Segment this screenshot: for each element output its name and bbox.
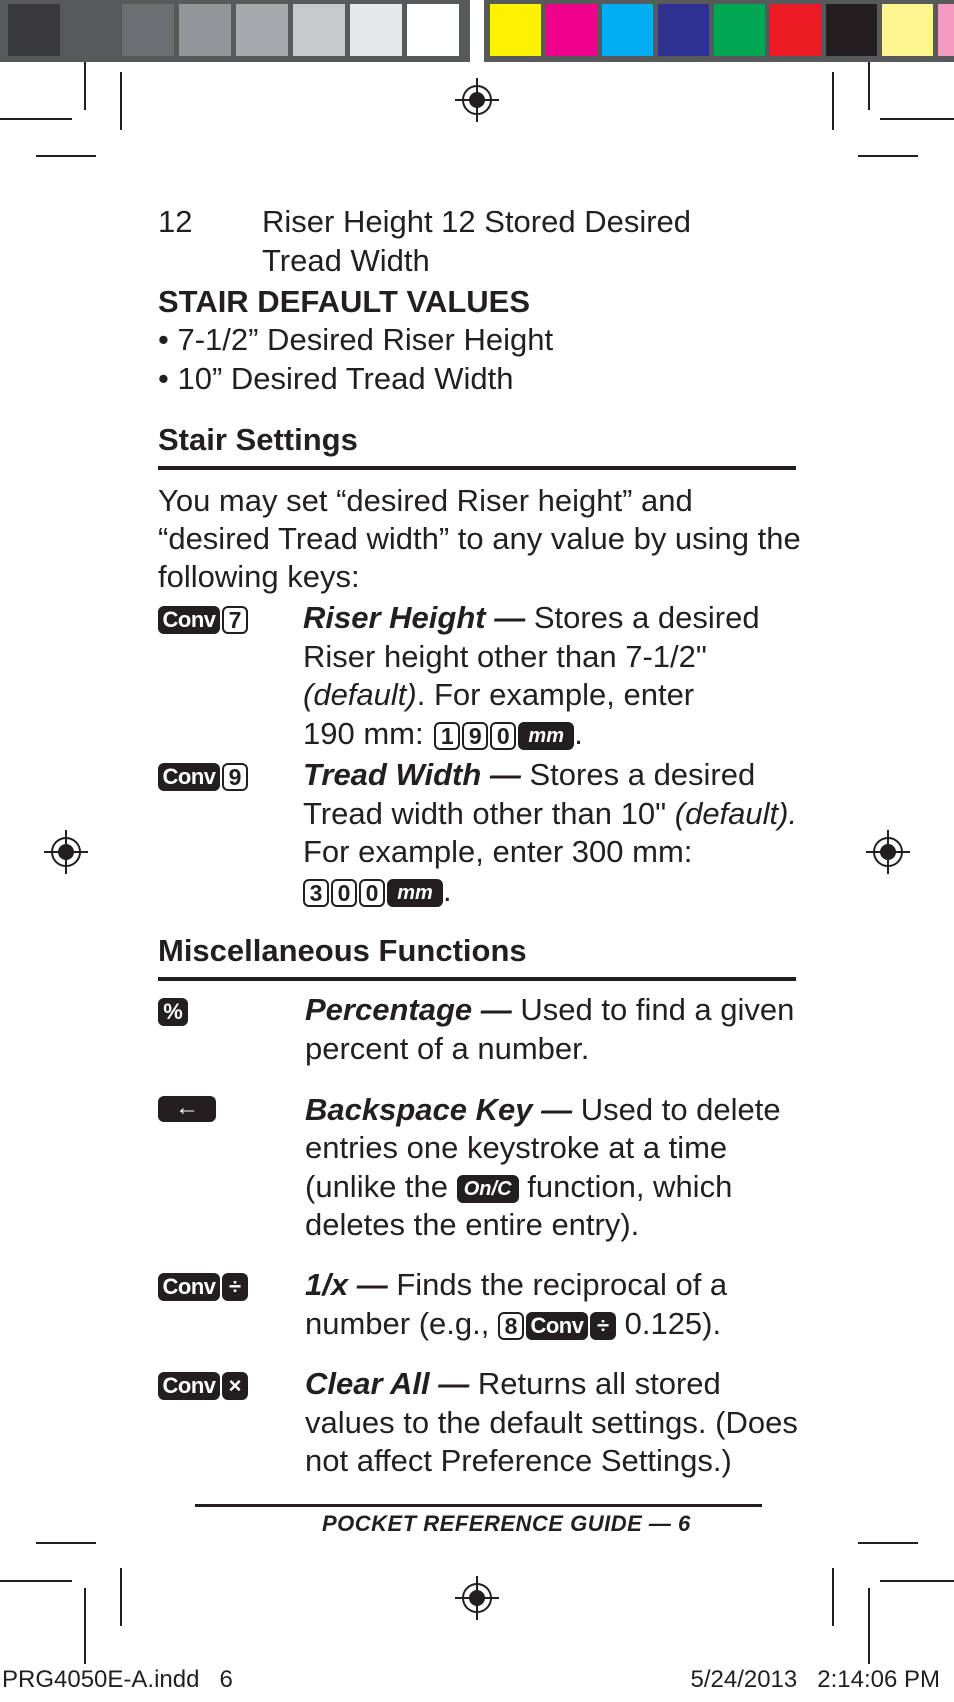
registration-mark-top bbox=[455, 78, 499, 122]
mm-key: mm bbox=[387, 879, 443, 907]
backspace-key-wrap bbox=[158, 1096, 216, 1122]
tread-title: Tread Width — bbox=[303, 757, 521, 792]
digit-key-9: 9 bbox=[222, 763, 248, 791]
digit-key-0: 0 bbox=[490, 722, 516, 750]
backspace-text-3: (unlike the bbox=[305, 1169, 457, 1204]
riser-key-combo bbox=[158, 606, 248, 634]
divide-key: ÷ bbox=[590, 1312, 616, 1340]
registration-mark-right bbox=[866, 830, 910, 874]
riser-end: . bbox=[574, 716, 583, 751]
stair-settings-heading: Stair Settings bbox=[158, 422, 358, 457]
riser-line-2: Riser height other than 7-1/2" bbox=[303, 639, 707, 674]
registration-mark-left bbox=[44, 830, 88, 874]
tread-default-note: (default). bbox=[674, 796, 798, 831]
gray-swatch bbox=[293, 4, 345, 56]
color-swatch bbox=[770, 4, 821, 56]
defaults-heading: STAIR DEFAULT VALUES bbox=[158, 284, 530, 319]
clear-all-title: Clear All — bbox=[305, 1366, 470, 1401]
tread-line-4 bbox=[303, 872, 452, 910]
clear-all-line-2: values to the default settings. (Does bbox=[305, 1405, 798, 1440]
color-swatch bbox=[602, 4, 653, 56]
gray-swatch bbox=[407, 4, 459, 56]
tread-end: . bbox=[443, 873, 452, 908]
stair-intro-line-2: “desired Tread width” to any value by using the bbox=[158, 521, 801, 556]
backspace-line-4: deletes the entire entry). bbox=[305, 1207, 640, 1242]
tread-key-combo bbox=[158, 763, 248, 791]
conv-key: Conv bbox=[158, 606, 220, 634]
reciprocal-text: Finds the reciprocal of a bbox=[387, 1267, 728, 1302]
gray-swatch bbox=[122, 4, 174, 56]
on-c-key: On/C bbox=[457, 1175, 519, 1203]
mm-key: mm bbox=[518, 722, 574, 750]
reciprocal-example-pre: number (e.g., bbox=[305, 1306, 498, 1341]
entry-number: 12 bbox=[158, 204, 193, 239]
backspace-text: Used to delete bbox=[572, 1092, 781, 1127]
percentage-title: Percentage — bbox=[305, 992, 512, 1027]
percent-key: % bbox=[158, 998, 188, 1026]
riser-text: Stores a desired bbox=[525, 600, 760, 635]
stair-intro-line-1: You may set “desired Riser height” and bbox=[158, 483, 693, 518]
riser-example-text: . For example, enter bbox=[416, 677, 695, 712]
gray-swatch bbox=[350, 4, 402, 56]
clear-all-text: Returns all stored bbox=[469, 1366, 721, 1401]
color-swatch bbox=[826, 4, 877, 56]
slug-timestamp: 5/24/2013 2:14:06 PM bbox=[690, 1666, 940, 1693]
reciprocal-line-2 bbox=[305, 1305, 721, 1343]
slug-filename: PRG4050E-A.indd 6 bbox=[2, 1666, 233, 1693]
color-swatch bbox=[658, 4, 709, 56]
gray-swatch bbox=[179, 4, 231, 56]
tread-text-2: Tread width other than 10" bbox=[303, 796, 675, 831]
backspace-title: Backspace Key — bbox=[305, 1092, 573, 1127]
riser-line-1 bbox=[303, 599, 760, 637]
digit-key-3: 3 bbox=[303, 879, 329, 907]
digit-key-1: 1 bbox=[434, 722, 460, 750]
conv-key: Conv bbox=[158, 1273, 220, 1301]
riser-title: Riser Height — bbox=[303, 600, 526, 635]
clear-all-line-3: not affect Preference Settings.) bbox=[305, 1443, 732, 1478]
reciprocal-key-combo bbox=[158, 1273, 248, 1301]
riser-default-note: (default) bbox=[303, 677, 417, 712]
riser-line-4 bbox=[303, 715, 583, 753]
section-divider bbox=[158, 466, 796, 470]
riser-example-value: 190 mm: bbox=[303, 716, 433, 751]
backspace-line-3 bbox=[305, 1168, 732, 1206]
reciprocal-example-result: 0.125). bbox=[615, 1306, 722, 1341]
color-swatch bbox=[490, 4, 541, 56]
footer-title: POCKET REFERENCE GUIDE — 6 bbox=[322, 1511, 691, 1536]
digit-key-0: 0 bbox=[331, 879, 357, 907]
backspace-line-2: entries one keystroke at a time bbox=[305, 1130, 728, 1165]
tread-line-2 bbox=[303, 795, 797, 833]
conv-key: Conv bbox=[158, 763, 220, 791]
digit-key-8: 8 bbox=[498, 1312, 524, 1340]
entry-line-2: Tread Width bbox=[262, 243, 430, 278]
percentage-line-1 bbox=[305, 991, 794, 1029]
stair-intro-line-3: following keys: bbox=[158, 559, 360, 594]
footer-rule bbox=[195, 1504, 762, 1507]
color-swatch bbox=[938, 4, 954, 56]
backspace-key: ← bbox=[158, 1096, 216, 1122]
gray-swatch bbox=[8, 4, 60, 56]
tread-line-1 bbox=[303, 756, 755, 794]
tread-line-3: For example, enter 300 mm: bbox=[303, 834, 693, 869]
gray-swatch bbox=[65, 4, 117, 56]
multiply-key: × bbox=[222, 1372, 248, 1400]
default-tread-item: • 10” Desired Tread Width bbox=[158, 361, 514, 396]
section-divider bbox=[158, 977, 796, 981]
digit-key-9: 9 bbox=[462, 722, 488, 750]
digit-key-7: 7 bbox=[222, 606, 248, 634]
clear-all-key-combo bbox=[158, 1372, 248, 1400]
digit-key-0: 0 bbox=[359, 879, 385, 907]
conv-key: Conv bbox=[158, 1372, 220, 1400]
backspace-text-3b: function, which bbox=[518, 1169, 733, 1204]
percentage-line-2: percent of a number. bbox=[305, 1031, 590, 1066]
reciprocal-title: 1/x — bbox=[305, 1267, 388, 1302]
registration-mark-bottom bbox=[455, 1576, 499, 1620]
conv-key: Conv bbox=[526, 1312, 588, 1340]
color-swatch bbox=[714, 4, 765, 56]
clear-all-line-1 bbox=[305, 1365, 721, 1403]
percent-key-wrap bbox=[158, 998, 188, 1026]
color-swatch bbox=[546, 4, 597, 56]
color-swatch bbox=[882, 4, 933, 56]
divide-key: ÷ bbox=[222, 1273, 248, 1301]
entry-line-1: Riser Height 12 Stored Desired bbox=[262, 204, 692, 239]
default-riser-item: • 7-1/2” Desired Riser Height bbox=[158, 322, 554, 357]
gray-swatch bbox=[236, 4, 288, 56]
backspace-line-1 bbox=[305, 1091, 781, 1129]
reciprocal-line-1 bbox=[305, 1266, 727, 1304]
tread-text: Stores a desired bbox=[520, 757, 756, 792]
misc-heading: Miscellaneous Functions bbox=[158, 933, 527, 968]
percentage-text: Used to find a given bbox=[511, 992, 795, 1027]
riser-line-3 bbox=[303, 676, 694, 714]
